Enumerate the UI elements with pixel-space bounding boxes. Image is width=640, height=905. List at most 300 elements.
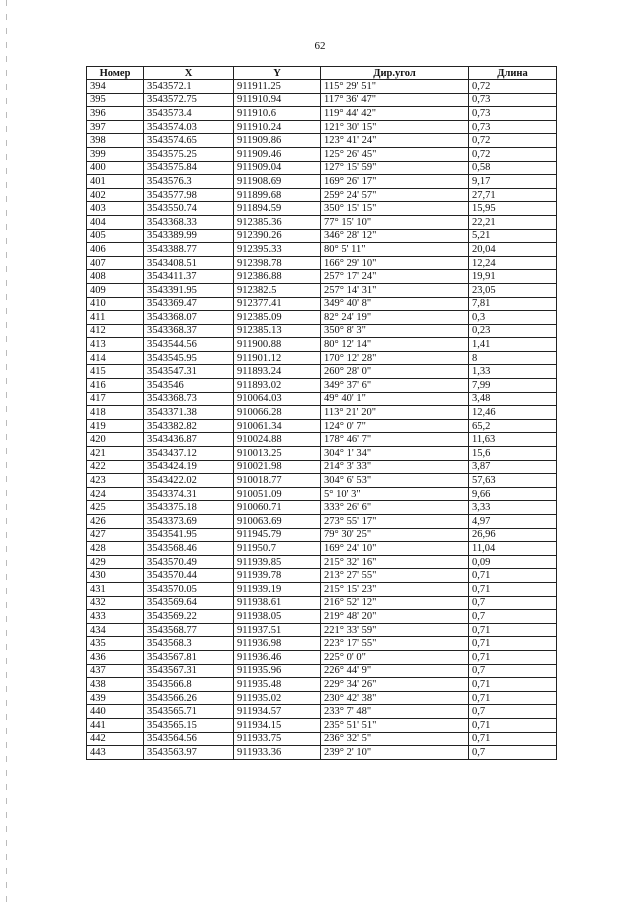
table-row [87, 501, 557, 515]
cell-direction-angle: 124° 0' 7" [321, 419, 469, 433]
cell-x: 3543570.49 [144, 555, 234, 569]
cell-x: 3543437.12 [144, 447, 234, 461]
cell-x: 3543575.84 [144, 161, 234, 175]
cell-y: 910024.88 [234, 433, 321, 447]
cell-x: 3543368.33 [144, 215, 234, 229]
cell-number: 420 [87, 433, 144, 447]
cell-length: 3,33 [469, 501, 557, 515]
cell-y: 911899.68 [234, 188, 321, 202]
cell-length: 1,33 [469, 365, 557, 379]
cell-length: 11,04 [469, 542, 557, 556]
cell-number: 425 [87, 501, 144, 515]
cell-direction-angle: 223° 17' 55" [321, 637, 469, 651]
cell-number: 427 [87, 528, 144, 542]
cell-length: 0,7 [469, 596, 557, 610]
cell-y: 910013.25 [234, 447, 321, 461]
table-row [87, 270, 557, 284]
cell-number: 435 [87, 637, 144, 651]
cell-direction-angle: 5° 10' 3" [321, 487, 469, 501]
cell-y: 912385.36 [234, 215, 321, 229]
table-row [87, 338, 557, 352]
cell-direction-angle: 79° 30' 25" [321, 528, 469, 542]
cell-y: 911934.15 [234, 718, 321, 732]
cell-x: 3543369.47 [144, 297, 234, 311]
cell-number: 426 [87, 515, 144, 529]
cell-x: 3543567.31 [144, 664, 234, 678]
cell-direction-angle: 119° 44' 42" [321, 107, 469, 121]
table-row [87, 487, 557, 501]
cell-x: 3543569.64 [144, 596, 234, 610]
cell-direction-angle: 125° 26' 45" [321, 147, 469, 161]
cell-y: 911939.19 [234, 582, 321, 596]
cell-number: 442 [87, 732, 144, 746]
cell-number: 401 [87, 175, 144, 189]
cell-direction-angle: 221° 33' 59" [321, 623, 469, 637]
cell-direction-angle: 215° 32' 16" [321, 555, 469, 569]
table-row [87, 406, 557, 420]
cell-number: 423 [87, 474, 144, 488]
cell-direction-angle: 166° 29' 10" [321, 256, 469, 270]
cell-number: 414 [87, 351, 144, 365]
table-row [87, 610, 557, 624]
cell-length: 0,7 [469, 664, 557, 678]
table-row [87, 283, 557, 297]
table-row [87, 311, 557, 325]
cell-length: 0,73 [469, 120, 557, 134]
table-row [87, 460, 557, 474]
cell-y: 911900.88 [234, 338, 321, 352]
cell-y: 911911.25 [234, 80, 321, 94]
cell-length: 0,71 [469, 718, 557, 732]
cell-direction-angle: 123° 41' 24" [321, 134, 469, 148]
cell-y: 910066.28 [234, 406, 321, 420]
cell-number: 408 [87, 270, 144, 284]
cell-direction-angle: 170° 12' 28" [321, 351, 469, 365]
table-row [87, 515, 557, 529]
cell-direction-angle: 273° 55' 17" [321, 515, 469, 529]
cell-x: 3543368.07 [144, 311, 234, 325]
header-y: Y [234, 67, 321, 80]
cell-direction-angle: 216° 52' 12" [321, 596, 469, 610]
cell-x: 3543566.8 [144, 678, 234, 692]
cell-direction-angle: 229° 34' 26" [321, 678, 469, 692]
cell-length: 0,09 [469, 555, 557, 569]
cell-number: 440 [87, 705, 144, 719]
table-row [87, 256, 557, 270]
cell-direction-angle: 304° 1' 34" [321, 447, 469, 461]
table-row [87, 650, 557, 664]
cell-x: 3543411.37 [144, 270, 234, 284]
cell-number: 441 [87, 718, 144, 732]
cell-length: 19,91 [469, 270, 557, 284]
table-row [87, 637, 557, 651]
table-row [87, 623, 557, 637]
cell-length: 15,6 [469, 447, 557, 461]
table-row [87, 433, 557, 447]
table-row [87, 80, 557, 94]
cell-direction-angle: 257° 14' 31" [321, 283, 469, 297]
table-row [87, 732, 557, 746]
cell-direction-angle: 178° 46' 7" [321, 433, 469, 447]
table-row [87, 542, 557, 556]
cell-number: 394 [87, 80, 144, 94]
cell-x: 3543408.51 [144, 256, 234, 270]
cell-direction-angle: 169° 26' 17" [321, 175, 469, 189]
cell-y: 911945.79 [234, 528, 321, 542]
cell-number: 418 [87, 406, 144, 420]
cell-x: 3543566.26 [144, 691, 234, 705]
cell-number: 412 [87, 324, 144, 338]
cell-number: 396 [87, 107, 144, 121]
cell-y: 911935.96 [234, 664, 321, 678]
cell-y: 911908.69 [234, 175, 321, 189]
cell-length: 20,04 [469, 243, 557, 257]
header-number: Номер [87, 67, 144, 80]
cell-y: 912377.41 [234, 297, 321, 311]
cell-direction-angle: 236° 32' 5" [321, 732, 469, 746]
cell-length: 26,96 [469, 528, 557, 542]
cell-direction-angle: 257° 17' 24" [321, 270, 469, 284]
table-row [87, 215, 557, 229]
table-row [87, 746, 557, 760]
cell-y: 910063.69 [234, 515, 321, 529]
cell-number: 404 [87, 215, 144, 229]
table-row [87, 678, 557, 692]
cell-direction-angle: 260° 28' 0" [321, 365, 469, 379]
table-row [87, 582, 557, 596]
cell-y: 911938.61 [234, 596, 321, 610]
cell-y: 912395.33 [234, 243, 321, 257]
cell-length: 65,2 [469, 419, 557, 433]
table-row [87, 569, 557, 583]
cell-x: 3543568.3 [144, 637, 234, 651]
cell-x: 3543541.95 [144, 528, 234, 542]
cell-direction-angle: 214° 3' 33" [321, 460, 469, 474]
table-row [87, 351, 557, 365]
cell-length: 0,72 [469, 134, 557, 148]
table-row [87, 664, 557, 678]
cell-direction-angle: 346° 28' 12" [321, 229, 469, 243]
cell-x: 3543388.77 [144, 243, 234, 257]
cell-x: 3543568.77 [144, 623, 234, 637]
table-body [87, 80, 557, 760]
cell-number: 403 [87, 202, 144, 216]
cell-number: 443 [87, 746, 144, 760]
cell-x: 3543570.44 [144, 569, 234, 583]
cell-x: 3543368.37 [144, 324, 234, 338]
table-row [87, 555, 557, 569]
table-row [87, 691, 557, 705]
cell-direction-angle: 113° 21' 20" [321, 406, 469, 420]
cell-number: 410 [87, 297, 144, 311]
cell-length: 12,46 [469, 406, 557, 420]
cell-length: 0,73 [469, 93, 557, 107]
cell-number: 434 [87, 623, 144, 637]
cell-number: 398 [87, 134, 144, 148]
table-row [87, 93, 557, 107]
cell-number: 395 [87, 93, 144, 107]
table-row [87, 528, 557, 542]
cell-length: 57,63 [469, 474, 557, 488]
cell-y: 910051.09 [234, 487, 321, 501]
table-row [87, 705, 557, 719]
cell-x: 3543544.56 [144, 338, 234, 352]
cell-x: 3543436.87 [144, 433, 234, 447]
table-row [87, 297, 557, 311]
cell-x: 3543565.15 [144, 718, 234, 732]
cell-direction-angle: 239° 2' 10" [321, 746, 469, 760]
cell-direction-angle: 121° 30' 15" [321, 120, 469, 134]
cell-y: 911934.57 [234, 705, 321, 719]
cell-direction-angle: 350° 8' 3" [321, 324, 469, 338]
cell-direction-angle: 127° 15' 59" [321, 161, 469, 175]
cell-x: 3543572.75 [144, 93, 234, 107]
cell-length: 4,97 [469, 515, 557, 529]
cell-length: 7,99 [469, 379, 557, 393]
scan-edge-line [6, 0, 7, 905]
cell-length: 3,87 [469, 460, 557, 474]
cell-length: 5,21 [469, 229, 557, 243]
table-row [87, 718, 557, 732]
cell-direction-angle: 213° 27' 55" [321, 569, 469, 583]
cell-length: 3,48 [469, 392, 557, 406]
cell-number: 431 [87, 582, 144, 596]
cell-x: 3543375.18 [144, 501, 234, 515]
cell-length: 0,71 [469, 691, 557, 705]
table-row [87, 447, 557, 461]
cell-direction-angle: 115° 29' 51" [321, 80, 469, 94]
cell-x: 3543564.56 [144, 732, 234, 746]
cell-y: 911939.85 [234, 555, 321, 569]
table-row [87, 175, 557, 189]
cell-number: 409 [87, 283, 144, 297]
cell-y: 911933.75 [234, 732, 321, 746]
cell-x: 3543563.97 [144, 746, 234, 760]
cell-y: 911935.48 [234, 678, 321, 692]
table-row [87, 379, 557, 393]
cell-x: 3543422.02 [144, 474, 234, 488]
cell-y: 910061.34 [234, 419, 321, 433]
cell-y: 911937.51 [234, 623, 321, 637]
cell-direction-angle: 233° 7' 48" [321, 705, 469, 719]
cell-length: 11,63 [469, 433, 557, 447]
cell-y: 911910.24 [234, 120, 321, 134]
cell-direction-angle: 169° 24' 10" [321, 542, 469, 556]
table-row [87, 161, 557, 175]
table-row [87, 365, 557, 379]
cell-x: 3543565.71 [144, 705, 234, 719]
cell-x: 3543373.69 [144, 515, 234, 529]
cell-length: 7,81 [469, 297, 557, 311]
cell-length: 0,73 [469, 107, 557, 121]
cell-number: 407 [87, 256, 144, 270]
cell-number: 437 [87, 664, 144, 678]
cell-y: 911935.02 [234, 691, 321, 705]
cell-x: 3543368.73 [144, 392, 234, 406]
cell-length: 0,71 [469, 623, 557, 637]
cell-direction-angle: 350° 15' 15" [321, 202, 469, 216]
cell-x: 3543569.22 [144, 610, 234, 624]
cell-length: 0,7 [469, 610, 557, 624]
cell-x: 3543424.19 [144, 460, 234, 474]
cell-x: 3543577.98 [144, 188, 234, 202]
cell-direction-angle: 259° 24' 57" [321, 188, 469, 202]
cell-number: 419 [87, 419, 144, 433]
cell-x: 3543550.74 [144, 202, 234, 216]
table-row [87, 202, 557, 216]
header-x: X [144, 67, 234, 80]
cell-direction-angle: 304° 6' 53" [321, 474, 469, 488]
cell-length: 12,24 [469, 256, 557, 270]
cell-x: 3543575.25 [144, 147, 234, 161]
cell-direction-angle: 349° 40' 8" [321, 297, 469, 311]
cell-number: 439 [87, 691, 144, 705]
cell-x: 3543567.81 [144, 650, 234, 664]
cell-x: 3543574.65 [144, 134, 234, 148]
table-row [87, 324, 557, 338]
cell-x: 3543572.1 [144, 80, 234, 94]
table-row [87, 120, 557, 134]
cell-y: 910060.71 [234, 501, 321, 515]
cell-y: 911939.78 [234, 569, 321, 583]
cell-x: 3543576.3 [144, 175, 234, 189]
cell-x: 3543382.82 [144, 419, 234, 433]
table-row [87, 107, 557, 121]
cell-direction-angle: 225° 0' 0" [321, 650, 469, 664]
cell-y: 912385.09 [234, 311, 321, 325]
cell-x: 3543546 [144, 379, 234, 393]
cell-direction-angle: 77° 15' 10" [321, 215, 469, 229]
cell-y: 911936.98 [234, 637, 321, 651]
cell-number: 424 [87, 487, 144, 501]
cell-y: 911950.7 [234, 542, 321, 556]
cell-y: 912382.5 [234, 283, 321, 297]
cell-number: 430 [87, 569, 144, 583]
cell-y: 911893.02 [234, 379, 321, 393]
coordinates-table [86, 66, 557, 760]
cell-y: 911936.46 [234, 650, 321, 664]
cell-x: 3543374.31 [144, 487, 234, 501]
cell-direction-angle: 333° 26' 6" [321, 501, 469, 515]
cell-length: 0,71 [469, 569, 557, 583]
cell-y: 912390.26 [234, 229, 321, 243]
cell-y: 911909.86 [234, 134, 321, 148]
table-row [87, 419, 557, 433]
cell-y: 912398.78 [234, 256, 321, 270]
table-row [87, 392, 557, 406]
cell-number: 421 [87, 447, 144, 461]
cell-length: 0,71 [469, 732, 557, 746]
cell-y: 910018.77 [234, 474, 321, 488]
cell-x: 3543570.05 [144, 582, 234, 596]
cell-y: 912386.88 [234, 270, 321, 284]
cell-y: 911910.6 [234, 107, 321, 121]
cell-length: 0,71 [469, 650, 557, 664]
cell-direction-angle: 349° 37' 6" [321, 379, 469, 393]
cell-length: 1,41 [469, 338, 557, 352]
cell-y: 911909.46 [234, 147, 321, 161]
cell-length: 22,21 [469, 215, 557, 229]
cell-direction-angle: 82° 24' 19" [321, 311, 469, 325]
cell-number: 438 [87, 678, 144, 692]
table-header-row [87, 67, 557, 80]
cell-length: 9,66 [469, 487, 557, 501]
cell-number: 400 [87, 161, 144, 175]
cell-direction-angle: 219° 48' 20" [321, 610, 469, 624]
cell-y: 910021.98 [234, 460, 321, 474]
cell-direction-angle: 235° 51' 51" [321, 718, 469, 732]
table-row [87, 229, 557, 243]
header-direction-angle: Дир.угол [321, 67, 469, 80]
cell-length: 0,7 [469, 746, 557, 760]
cell-length: 23,05 [469, 283, 557, 297]
cell-number: 397 [87, 120, 144, 134]
cell-length: 27,71 [469, 188, 557, 202]
cell-x: 3543389.99 [144, 229, 234, 243]
cell-number: 417 [87, 392, 144, 406]
cell-length: 15,95 [469, 202, 557, 216]
cell-x: 3543545.95 [144, 351, 234, 365]
cell-y: 911901.12 [234, 351, 321, 365]
cell-number: 406 [87, 243, 144, 257]
table-row [87, 243, 557, 257]
cell-length: 0,58 [469, 161, 557, 175]
cell-y: 912385.13 [234, 324, 321, 338]
cell-x: 3543547.31 [144, 365, 234, 379]
cell-number: 416 [87, 379, 144, 393]
cell-length: 0,3 [469, 311, 557, 325]
cell-number: 413 [87, 338, 144, 352]
table-row [87, 474, 557, 488]
table-row [87, 147, 557, 161]
cell-number: 411 [87, 311, 144, 325]
cell-direction-angle: 80° 12' 14" [321, 338, 469, 352]
cell-y: 911910.94 [234, 93, 321, 107]
cell-x: 3543391.95 [144, 283, 234, 297]
cell-length: 0,7 [469, 705, 557, 719]
cell-x: 3543568.46 [144, 542, 234, 556]
cell-y: 911894.59 [234, 202, 321, 216]
cell-number: 429 [87, 555, 144, 569]
cell-length: 0,72 [469, 80, 557, 94]
table-row [87, 596, 557, 610]
cell-length: 0,71 [469, 582, 557, 596]
cell-number: 399 [87, 147, 144, 161]
cell-number: 432 [87, 596, 144, 610]
cell-number: 428 [87, 542, 144, 556]
cell-x: 3543573.4 [144, 107, 234, 121]
cell-x: 3543371.38 [144, 406, 234, 420]
cell-y: 911893.24 [234, 365, 321, 379]
cell-x: 3543574.03 [144, 120, 234, 134]
table-row [87, 188, 557, 202]
cell-y: 911938.05 [234, 610, 321, 624]
cell-number: 422 [87, 460, 144, 474]
cell-number: 436 [87, 650, 144, 664]
cell-length: 8 [469, 351, 557, 365]
table-row [87, 134, 557, 148]
cell-length: 0,72 [469, 147, 557, 161]
cell-direction-angle: 215° 15' 23" [321, 582, 469, 596]
cell-y: 910064.03 [234, 392, 321, 406]
cell-length: 0,23 [469, 324, 557, 338]
cell-y: 911909.04 [234, 161, 321, 175]
cell-y: 911933.36 [234, 746, 321, 760]
cell-direction-angle: 117° 36' 47" [321, 93, 469, 107]
cell-length: 0,71 [469, 678, 557, 692]
header-length: Длина [469, 67, 557, 80]
page-number: 62 [314, 40, 326, 52]
